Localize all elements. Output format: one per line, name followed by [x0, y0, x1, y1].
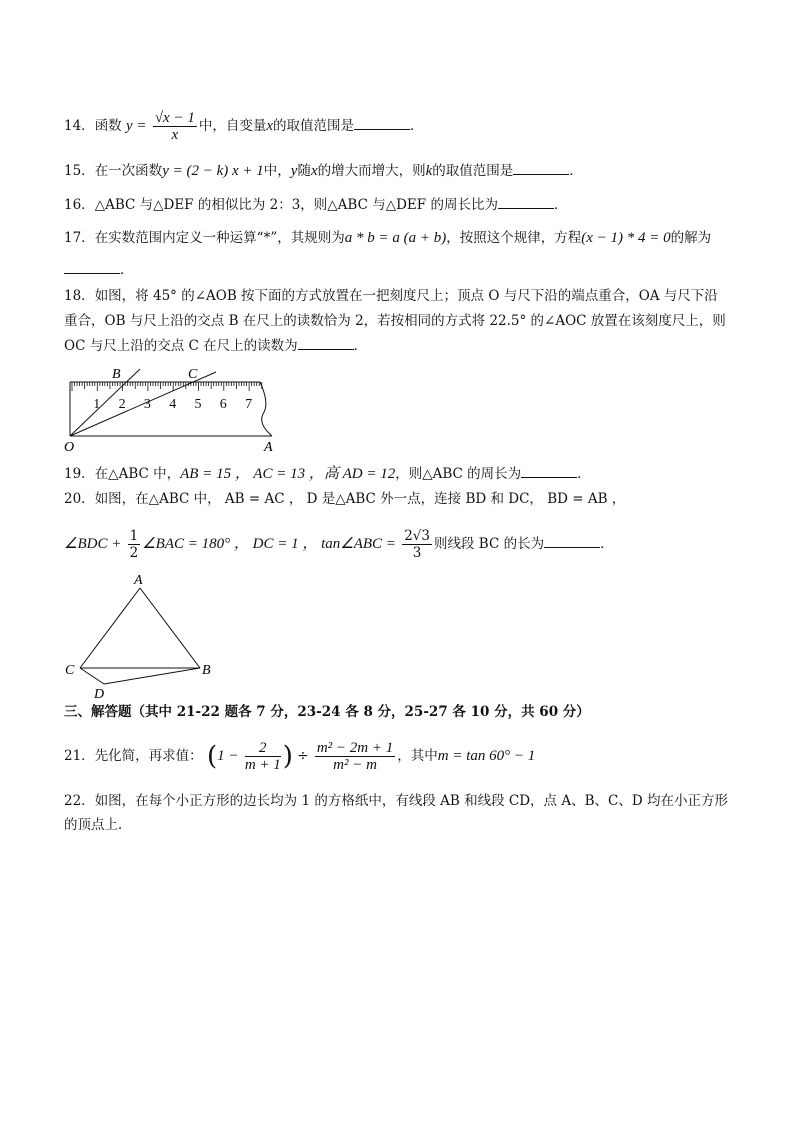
label-a: A: [264, 440, 273, 454]
label-a: A: [134, 573, 143, 588]
question-15: 15．在一次函数y = (2 − k) x + 1中，y随x的增大而增大，则k的取值范围是 ．: [64, 163, 583, 179]
question-18: 18．如图，将 45° 的∠AOB 按下面的方式放置在一把刻度尺上；顶点 O 与尺下沿的端点重合，OA 与尺下沿: [64, 288, 718, 304]
question-number: 14．: [64, 118, 95, 134]
fraction: $\frac{2}{m + 1}$: [244, 740, 281, 773]
ruler-tick-label: 1: [93, 397, 101, 412]
ruler-tick-label: 6: [219, 397, 227, 412]
label-o: O: [64, 440, 75, 454]
answer-blank[interactable]: [544, 535, 600, 548]
question-20: 20．如图，在△ABC 中， AB = AC ， D 是△ABC 外一点，连接 BD 和 DC， BD = AB ，: [64, 491, 626, 507]
label-c: C: [188, 367, 198, 382]
section-heading: 三、解答题（其中 21-22 题各 7 分，23-24 各 8 分，25-27 各 10 分，共 60 分）: [64, 704, 590, 720]
fraction: $\frac{1}{2}$: [129, 528, 139, 561]
label-c: C: [65, 663, 75, 678]
question-19: 19．在△ABC 中，AB = 15 ， AC = 13 ，高 AD = 12，则△ABC 的周长为 ．: [64, 466, 591, 482]
triangle-lines: [80, 588, 200, 684]
fraction: $\frac{\text{m² − 2m + 1}}{\text{m² − m}}$: [316, 740, 394, 773]
question-16: 16．△ABC 与△DEF 的相似比为 2：3，则△ABC 与△DEF 的周长比为 ．: [64, 197, 568, 213]
question-18-line2: 重合，OB 与尺上沿的交点 B 在尺上的读数恰为 2，若按相同的方式将 22.5° 的∠AOC 放置在该刻度尺上，则: [64, 313, 726, 329]
question-17-answer: ．: [64, 260, 734, 280]
label-d: D: [94, 687, 105, 702]
question-14: 14．函数 y = $\frac{√x - 1}{x}$ 中，自变量x的取值范围是 ．: [64, 110, 424, 143]
question-17: 17．在实数范围内定义一种运算“*”，其规则为a * b = a (a + b)，按照这个规律，方程(x − 1) * 4 = 0的解为: [64, 230, 712, 246]
question-20-line2: ∠BDC + $\frac{1}{2}$ ∠BAC = 180° ， DC = 1 ， tan∠ABC = $\frac{2√3}{3}$ 则线段 BC 的长为 ．: [64, 528, 614, 561]
label-b: B: [202, 663, 211, 678]
ruler-tick-label: 4: [169, 397, 177, 412]
ruler-tick-label: 2: [118, 397, 126, 412]
answer-blank[interactable]: [498, 196, 554, 209]
fraction: $\frac{√x - 1}{x}$: [154, 110, 195, 143]
ruler-figure: [60, 364, 280, 454]
label-b: B: [112, 367, 121, 382]
answer-blank[interactable]: [298, 337, 354, 350]
answer-blank[interactable]: [513, 162, 569, 175]
triangle-figure: [60, 572, 220, 702]
ruler-tick-label: 3: [143, 397, 151, 412]
question-22: 22．如图，在每个小正方形的边长均为 1 的方格纸中，有线段 AB 和线段 CD，点 A、B、C、D 均在小正方形: [64, 793, 728, 809]
ruler-ticks: [72, 382, 262, 391]
question-22-line2: 的顶点上．: [64, 817, 132, 833]
question-18-line3: OC 与尺上沿的交点 C 在尺上的读数为 ．: [64, 338, 368, 354]
question-21: 21．先化简，再求值： (1 − $\frac{2}{m + 1}$ ) ÷ $\frac{\text{m² − 2m + 1}}{\text{m² − m}}$ ，其中m = tan 60° − 1: [64, 740, 536, 773]
answer-blank[interactable]: [64, 261, 120, 274]
answer-blank[interactable]: [521, 465, 577, 478]
ruler-tick-label: 7: [245, 397, 253, 412]
fraction: $\frac{2√3}{3}$: [404, 528, 430, 561]
answer-blank[interactable]: [354, 117, 410, 130]
ruler-tick-label: 5: [194, 397, 202, 412]
